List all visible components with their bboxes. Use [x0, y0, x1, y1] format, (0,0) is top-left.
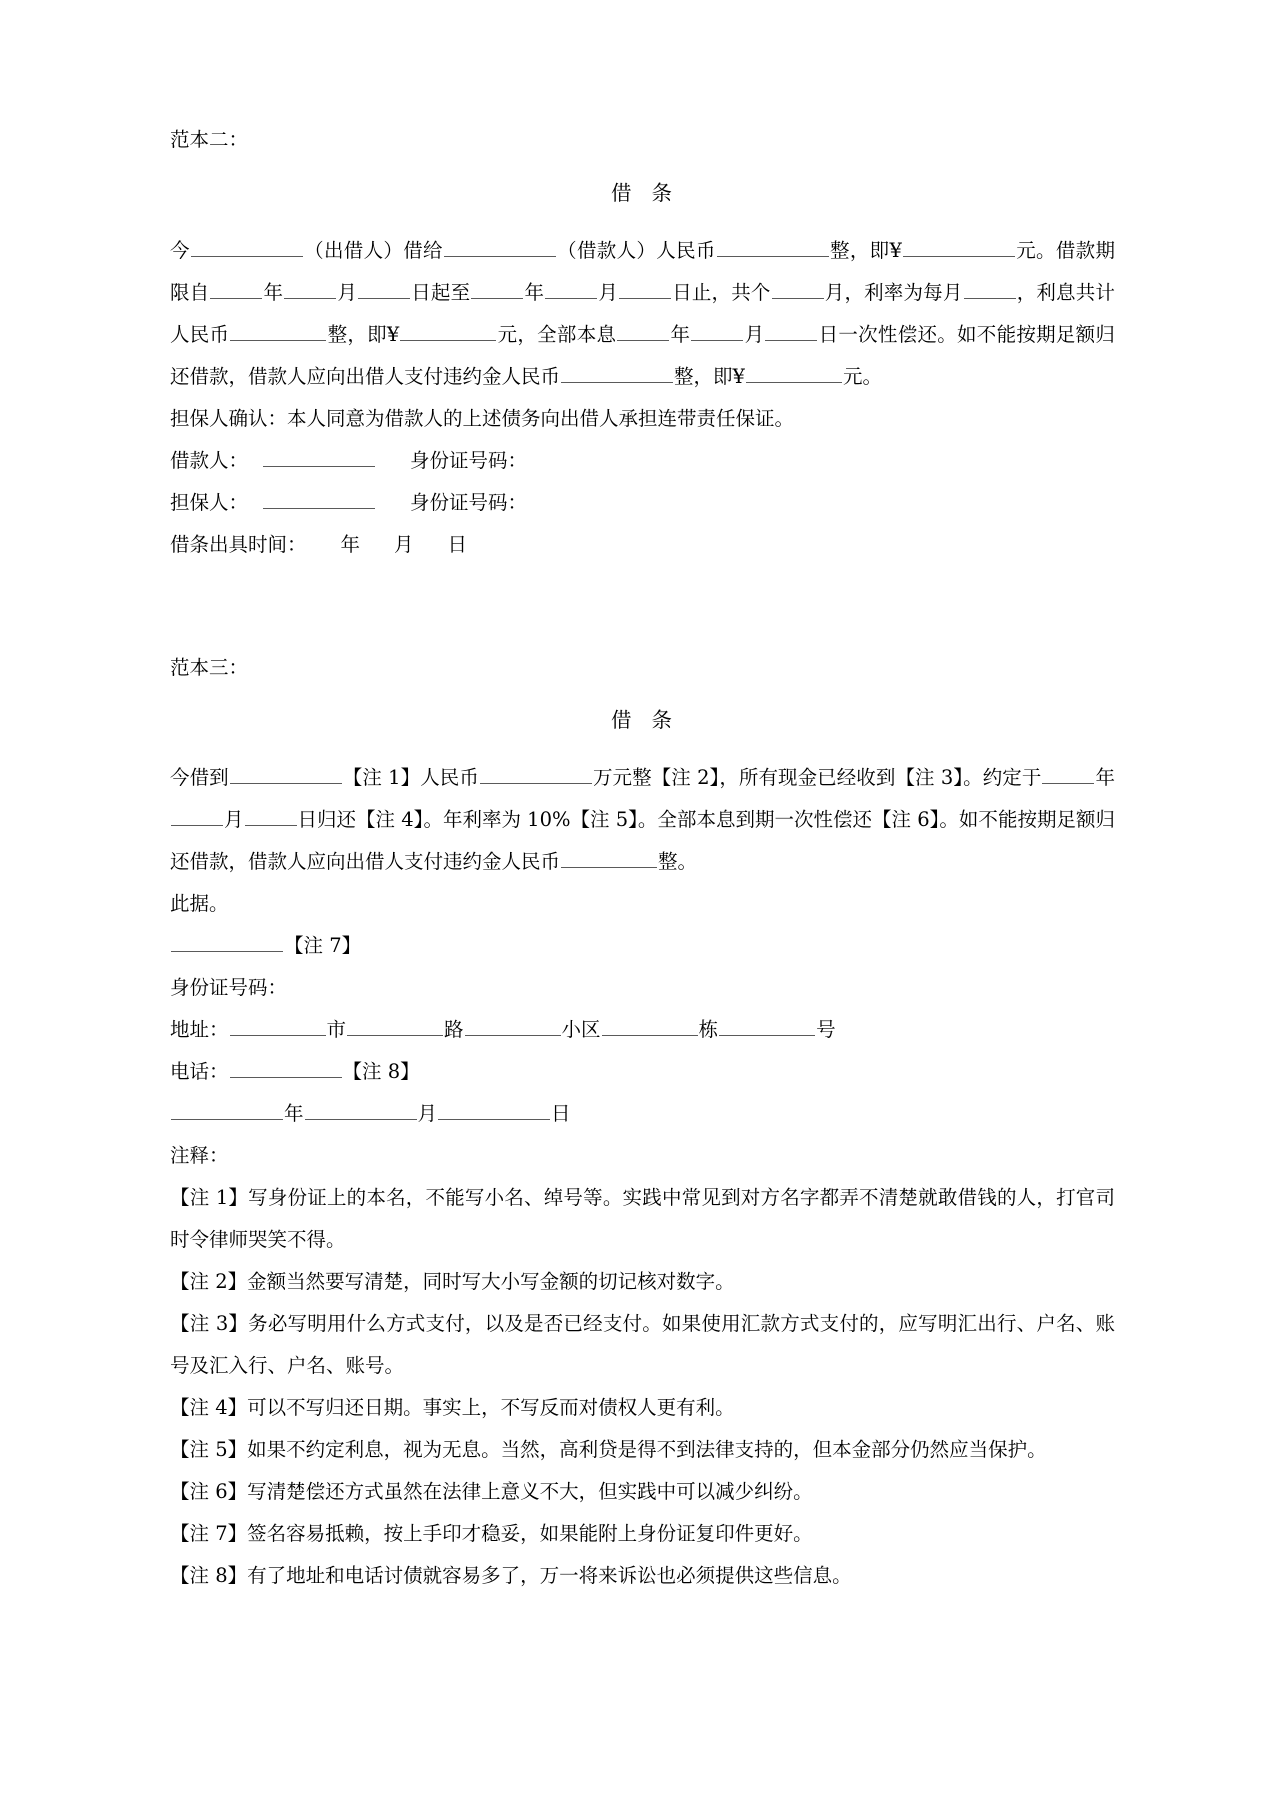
- document-body: [170, 130, 1115, 1597]
- blank-guarantor-signature[interactable]: [263, 489, 375, 509]
- blank-borrower-name[interactable]: [444, 237, 556, 257]
- sample-two-title: [170, 176, 1115, 206]
- address-number-char: 号: [816, 1018, 836, 1041]
- sample-three-signature-row: [170, 925, 1115, 967]
- blank-phone[interactable]: [230, 1058, 342, 1078]
- text-penalty-yuan: 元。: [842, 364, 882, 388]
- sample-three-closing: 此据。: [170, 892, 229, 915]
- text-today: 今: [170, 238, 190, 262]
- blank-amount-figures[interactable]: [903, 237, 1015, 257]
- text-yuan-term-from: 元。借款期限自: [170, 238, 1115, 304]
- phone-note-8: 【注 8】: [342, 1060, 420, 1083]
- blank-penalty-words-3[interactable]: [561, 848, 657, 868]
- issue-time-row: [170, 524, 1115, 566]
- text-note6-penalty-clause: 还【注 6】。如不能按期足额归还借款，借款人应向出借人支付违约金人民币: [170, 808, 1115, 873]
- text-note1-rmb: 【注 1】人民币: [342, 766, 479, 789]
- blank-signature-3[interactable]: [171, 932, 283, 952]
- text-interest-total-rmb: ，利息共计人民币: [170, 280, 1115, 346]
- text-yuan-all: 元，全: [497, 322, 557, 346]
- address-road-char: 路: [444, 1018, 464, 1041]
- text-year-2: 年: [524, 280, 545, 304]
- text-monthly-rate: 月，利率为每月: [824, 280, 963, 304]
- sample-three-date-row: [170, 1093, 1115, 1135]
- text-whole-end: 整。: [658, 850, 698, 873]
- blank-total-months[interactable]: [772, 279, 824, 299]
- blank-end-month[interactable]: [545, 279, 597, 299]
- blank-start-day[interactable]: [358, 279, 410, 299]
- phone-label: 电话：: [170, 1060, 229, 1083]
- guarantor-label: 担保人：: [170, 490, 249, 514]
- blank-repay-year[interactable]: [617, 321, 669, 341]
- text-month-4: 月: [224, 808, 244, 831]
- blank-address-community[interactable]: [465, 1016, 561, 1036]
- issue-month-char: 月: [394, 532, 414, 556]
- issue-time-label: 借条出具时间：: [170, 532, 307, 556]
- text-total-months: 共个: [731, 280, 771, 304]
- sample-three-heading: 范本三：: [170, 655, 249, 679]
- blank-lender-name[interactable]: [191, 237, 303, 257]
- blank-due-year[interactable]: [1042, 764, 1094, 784]
- blank-interest-figures[interactable]: [400, 321, 496, 341]
- text-day-stop: 日止，: [672, 280, 732, 304]
- text-month-1: 月: [337, 280, 358, 304]
- sample-two-title-char-1: 借: [610, 180, 634, 205]
- address-building-char: 栋: [698, 1018, 719, 1041]
- text-principal-interest: 部本息: [556, 322, 617, 346]
- issue-year-char: 年: [340, 532, 361, 556]
- blank-interest-words[interactable]: [230, 321, 326, 341]
- note-item: 【注 3】务必写明用什么方式支付，以及是否已经支付。如果使用汇款方式支付的，应写明汇出行、户名、账号及汇入行、户名、账号。: [170, 1312, 1115, 1377]
- borrower-id-label: 身份证号码：: [410, 448, 528, 472]
- sample-three-address-row: [170, 1009, 1115, 1051]
- address-city-char: 市: [326, 1018, 347, 1041]
- blank-address-building[interactable]: [602, 1016, 698, 1036]
- blank-repay-day[interactable]: [765, 321, 817, 341]
- blank-start-year[interactable]: [210, 279, 262, 299]
- note-item: 【注 5】如果不约定利息，视为无息。当然，高利贷是得不到法律支持的，但本金部分仍然应当保护。: [170, 1438, 1047, 1461]
- text-lender-paren: （出借人）借给: [303, 238, 443, 262]
- text-agreed-on: 约定于: [982, 766, 1042, 789]
- date-day-char: 日: [551, 1102, 571, 1125]
- blank-date-year[interactable]: [171, 1100, 283, 1120]
- date-month-char: 月: [417, 1102, 438, 1125]
- guarantor-signature-row: [170, 482, 1115, 524]
- borrower-signature-row: [170, 440, 1115, 482]
- blank-borrower-signature[interactable]: [263, 447, 375, 467]
- section-divider-space: [170, 566, 1115, 658]
- text-year-4: 年: [1095, 766, 1115, 789]
- text-penalty-rmb: 付违约金人民币: [423, 364, 561, 388]
- borrower-label: 借款人：: [170, 448, 249, 472]
- date-year-char: 年: [284, 1102, 304, 1125]
- note-item: 【注 4】可以不写归还日期。事实上，不写反而对债权人更有利。: [170, 1396, 735, 1419]
- note-item: 【注 7】签名容易抵赖，按上手印才稳妥，如果能附上身份证复印件更好。: [170, 1522, 813, 1545]
- blank-address-road[interactable]: [347, 1016, 443, 1036]
- text-borrower-paren-rmb: （借款人）人民币: [556, 238, 716, 262]
- text-borrowed-today: 今借到: [170, 766, 229, 789]
- blank-due-month[interactable]: [171, 806, 223, 826]
- note-item: 【注 1】写身份证上的本名，不能写小名、绰号等。实践中常见到对方名字都弄不清楚就敢借钱的人，打官司时令律师哭笑不得。: [170, 1186, 1115, 1251]
- sample-three-title-char-2: 条: [651, 708, 675, 732]
- text-penalty-whole-yen: 整，即¥: [674, 364, 745, 388]
- blank-address-number[interactable]: [719, 1016, 815, 1036]
- blank-address-city[interactable]: [230, 1016, 326, 1036]
- blank-amount-3[interactable]: [480, 764, 592, 784]
- blank-date-day[interactable]: [438, 1100, 550, 1120]
- address-community-char: 小区: [561, 1018, 601, 1041]
- text-whole-namely-yen: 整，即¥: [327, 322, 400, 346]
- text-month-2: 月: [598, 280, 619, 304]
- notes-heading: 注释：: [170, 1144, 229, 1167]
- text-yen-sign: ¥: [889, 238, 902, 262]
- blank-start-month[interactable]: [284, 279, 336, 299]
- blank-monthly-rate[interactable]: [964, 279, 1016, 299]
- sample-three-phone-row: [170, 1051, 1115, 1093]
- blank-repay-month[interactable]: [691, 321, 743, 341]
- blank-amount-words[interactable]: [717, 237, 829, 257]
- blank-end-day[interactable]: [619, 279, 671, 299]
- sample-three-id-row: 身份证号码：: [170, 976, 288, 999]
- issue-day-char: 日: [447, 532, 468, 556]
- sample-two-title-char-2: 条: [651, 180, 675, 205]
- text-whole-namely: 整，即: [829, 238, 890, 262]
- text-day-until: 日起至: [411, 280, 471, 304]
- guarantor-confirmation: 担保人确认：本人同意为借款人的上述债务向出借人承担连带责任保证。: [170, 406, 795, 430]
- address-label: 地址：: [170, 1018, 229, 1041]
- sample-two-paragraph: [170, 230, 1115, 398]
- text-year-1: 年: [263, 280, 284, 304]
- text-year-3: 年: [670, 322, 691, 346]
- note-item: 【注 2】金额当然要写清楚，同时写大小写金额的切记核对数字。: [170, 1270, 735, 1293]
- blank-due-day[interactable]: [245, 806, 297, 826]
- blank-lender-name-3[interactable]: [230, 764, 342, 784]
- blank-end-year[interactable]: [471, 279, 523, 299]
- signature-note-7: 【注 7】: [284, 934, 362, 957]
- text-wanyuan-note2-note3: 万元整【注 2】，所有现金已经收到【注 3】。: [592, 766, 983, 789]
- blank-date-month[interactable]: [305, 1100, 417, 1120]
- text-lumpsum-clause: 日一次性偿还。如不能按期足额归还借款，借款人应向出借人支: [170, 322, 1115, 388]
- blank-penalty-words[interactable]: [561, 363, 673, 383]
- note-item: 【注 6】写清楚偿还方式虽然在法律上意义不大，但实践中可以减少纠纷。: [170, 1480, 813, 1503]
- note-item: 【注 8】有了地址和电话讨债就容易多了，万一将来诉讼也必须提供这些信息。: [170, 1564, 852, 1587]
- sample-three-paragraph: [170, 757, 1115, 883]
- text-repay-note4-rate-note5: 日归还【注 4】。年利率为 10%【注 5】。全部本息到期一次性偿: [297, 808, 853, 831]
- text-month-3: 月: [744, 322, 765, 346]
- sample-two-heading: 范本二：: [170, 128, 249, 151]
- blank-penalty-figures[interactable]: [746, 363, 842, 383]
- guarantor-id-label: 身份证号码：: [410, 490, 528, 514]
- sample-three-title: [170, 703, 1115, 733]
- sample-three-title-char-1: 借: [610, 708, 634, 732]
